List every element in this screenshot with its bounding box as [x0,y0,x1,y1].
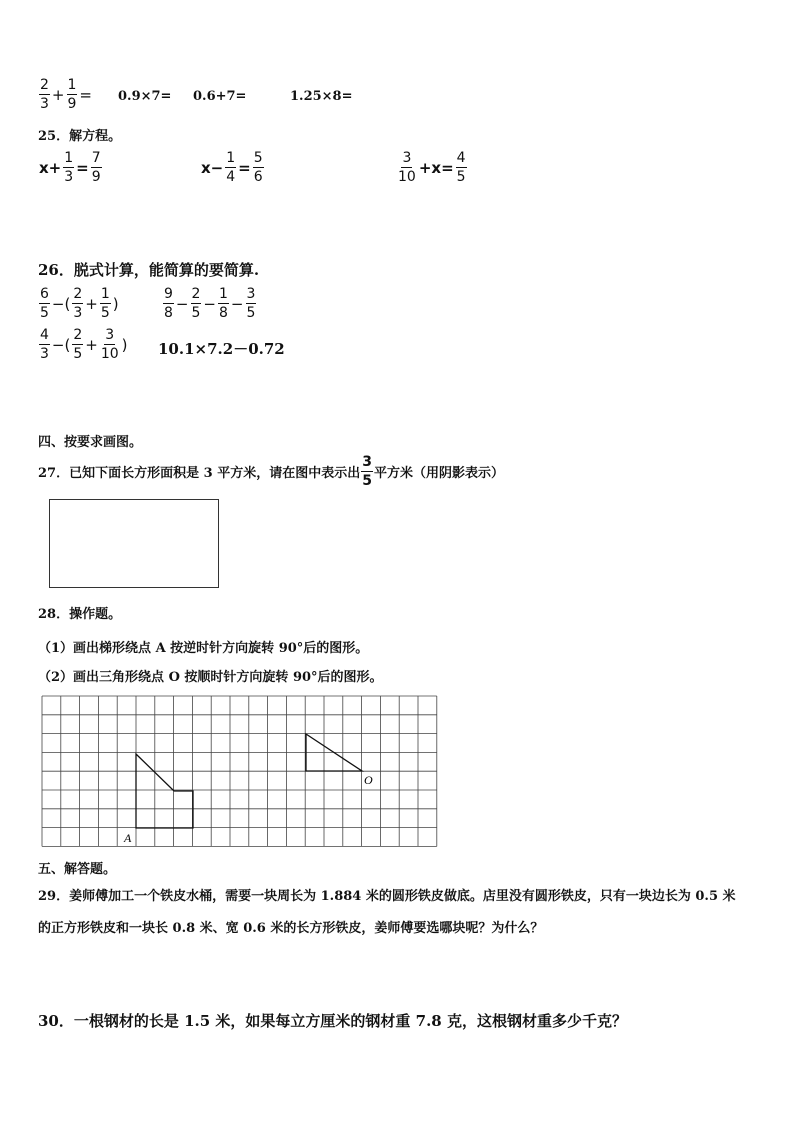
fraction: $\frac{2}{3}$ [40,77,49,112]
top-row-item-4: 1.25×8= [290,89,353,104]
q26-expression-1: $\frac{6}{5}$ −( $\frac{2}{3}$ + $\frac{1}{5}$ ) [40,286,119,321]
fraction: $\frac{4}{3}$ [40,327,49,362]
top-row-expr-1: $\frac{2}{3}$ + $\frac{1}{9}$ = [40,77,92,112]
fraction: $\frac{9}{8}$ [164,286,173,321]
section-4-title: 四、按要求画图。 [38,435,143,450]
q28-title: 28．操作题。 [38,607,122,622]
fraction: $\frac{1}{3}$ [64,150,74,185]
fraction: $\frac{2}{5}$ [73,327,83,362]
q30-question: 30．一根钢材的长是 1.5 米，如果每立方厘米的钢材重 7.8 克，这根钢材重多少千克？ [38,1012,627,1030]
fraction: $\frac{1}{4}$ [226,150,236,185]
q26-expression-2: $\frac{9}{8}$ − $\frac{2}{5}$ − $\frac{1}{8}$ − $\frac{3}{5}$ [164,286,256,321]
point-o-label: O [364,773,373,787]
q26-expression-3: $\frac{4}{3}$ −( $\frac{2}{5}$ + $\frac{3}{10}$ ) [40,327,128,362]
grid-lines [42,696,437,846]
q29-line-1: 29．姜师傅加工一个铁皮水桶，需要一块周长为 1.884 米的圆形铁皮做底。店里没有圆形铁皮，只有一块边长为 0.5 米 [38,889,736,904]
fraction: $\frac{6}{5}$ [40,286,49,321]
q25-equation-2: x− $\frac{1}{4}$ = $\frac{5}{6}$ [201,150,263,185]
fraction: $\frac{1}{5}$ [100,286,110,321]
top-row-item-3: 0.6+7= [193,89,247,104]
fraction: $\frac{1}{9}$ [67,77,77,112]
fraction: $\frac{3}{5}$ [246,286,256,321]
trapezoid-shape [136,754,193,828]
q29-line-2: 的正方形铁皮和一块长 0.8 米、宽 0.6 米的长方形铁皮，姜师傅要选哪块呢？为什么？ [38,921,544,936]
fraction: $\frac{3}{10}$ [100,327,119,362]
q28-item-2: （2）画出三角形绕点 O 按顺时针方向旋转 90°后的图形。 [38,670,383,685]
fraction: $\frac{3}{10}$ [398,150,416,185]
q25-equation-3: $\frac{3}{10}$ +x= $\frac{4}{5}$ [398,150,466,185]
top-row-item-2: 0.9×7= [118,89,172,104]
fraction: $\frac{3}{5}$ [362,454,372,489]
q26-expression-4: 10.1×7.2－0.72 [158,340,285,358]
point-a-label: A [124,831,132,845]
q28-item-1: （1）画出梯形绕点 A 按逆时针方向旋转 90°后的图形。 [38,641,369,656]
q27-question: 27．已知下面长方形面积是 3 平方米，请在图中表示出 $\frac{3}{5}$ 平方米（用阴影表示） [38,454,504,489]
q25-equation-1: x+ $\frac{1}{3}$ = $\frac{7}{9}$ [39,150,101,185]
fraction: $\frac{2}{5}$ [191,286,201,321]
fraction: $\frac{4}{5}$ [456,150,466,185]
fraction: $\frac{7}{9}$ [91,150,101,185]
section-5-title: 五、解答题。 [38,862,117,877]
fraction: $\frac{1}{8}$ [219,286,228,321]
fraction: $\frac{5}{6}$ [253,150,263,185]
q25-title: 25．解方程。 [38,129,122,144]
q26-title: 26．脱式计算，能简算的要简算. [38,261,260,279]
fraction: $\frac{2}{3}$ [73,286,83,321]
